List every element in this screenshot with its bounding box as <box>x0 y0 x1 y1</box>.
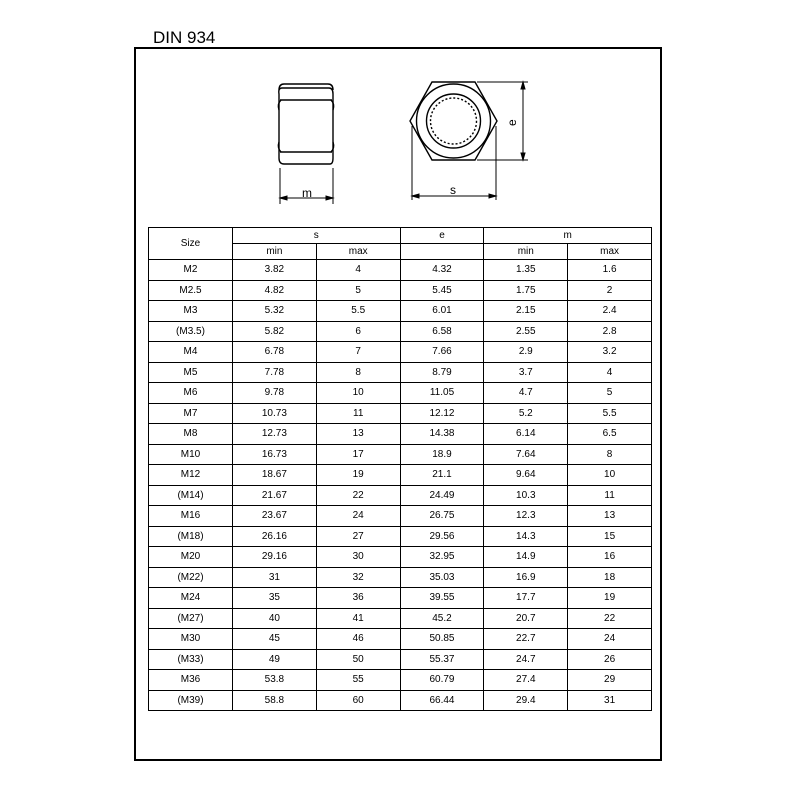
table-row <box>149 526 652 547</box>
document-title: DIN 934 <box>153 28 216 47</box>
cell-s-min: 35 <box>233 588 317 609</box>
cell-size: (M39) <box>149 690 233 711</box>
table-row <box>149 547 652 568</box>
cell-m-max: 5.5 <box>568 403 652 424</box>
cell-e: 11.05 <box>400 383 484 404</box>
cell-e: 8.79 <box>400 362 484 383</box>
cell-size: (M33) <box>149 649 233 670</box>
cell-s-max: 13 <box>316 424 400 445</box>
cell-s-min: 12.73 <box>233 424 317 445</box>
cell-size: M24 <box>149 588 233 609</box>
cell-s-max: 22 <box>316 485 400 506</box>
cell-size: M2.5 <box>149 280 233 301</box>
label-e: e <box>505 119 519 126</box>
table-row <box>149 506 652 527</box>
cell-s-max: 10 <box>316 383 400 404</box>
table-row <box>149 485 652 506</box>
cell-m-max: 2.8 <box>568 321 652 342</box>
header-m: m <box>484 228 652 244</box>
table-row <box>149 321 652 342</box>
header-s: s <box>233 228 401 244</box>
cell-m-max: 24 <box>568 629 652 650</box>
cell-m-min: 12.3 <box>484 506 568 527</box>
cell-size: M12 <box>149 465 233 486</box>
cell-m-min: 2.9 <box>484 342 568 363</box>
header-e: e <box>400 228 484 244</box>
cell-s-min: 9.78 <box>233 383 317 404</box>
cell-size: M8 <box>149 424 233 445</box>
cell-m-max: 4 <box>568 362 652 383</box>
table-row <box>149 342 652 363</box>
dimensions-table <box>148 227 652 711</box>
cell-s-max: 24 <box>316 506 400 527</box>
header-e-blank <box>400 244 484 260</box>
cell-s-min: 49 <box>233 649 317 670</box>
cell-e: 5.45 <box>400 280 484 301</box>
nut-front-view <box>410 82 497 160</box>
cell-m-min: 5.2 <box>484 403 568 424</box>
cell-s-min: 53.8 <box>233 670 317 691</box>
cell-size: M36 <box>149 670 233 691</box>
cell-e: 18.9 <box>400 444 484 465</box>
cell-m-min: 20.7 <box>484 608 568 629</box>
table-row <box>149 588 652 609</box>
table-row <box>149 301 652 322</box>
cell-size: M3 <box>149 301 233 322</box>
cell-s-max: 11 <box>316 403 400 424</box>
cell-m-min: 7.64 <box>484 444 568 465</box>
cell-s-min: 3.82 <box>233 260 317 281</box>
cell-m-min: 16.9 <box>484 567 568 588</box>
header-m-min: min <box>484 244 568 260</box>
table-row <box>149 280 652 301</box>
header-s-min: min <box>233 244 317 260</box>
cell-m-min: 3.7 <box>484 362 568 383</box>
cell-s-max: 17 <box>316 444 400 465</box>
header-s-max: max <box>316 244 400 260</box>
cell-e: 60.79 <box>400 670 484 691</box>
table-row <box>149 465 652 486</box>
cell-m-max: 3.2 <box>568 342 652 363</box>
cell-s-min: 21.67 <box>233 485 317 506</box>
cell-m-min: 22.7 <box>484 629 568 650</box>
cell-e: 4.32 <box>400 260 484 281</box>
cell-e: 29.56 <box>400 526 484 547</box>
cell-m-max: 5 <box>568 383 652 404</box>
cell-m-max: 11 <box>568 485 652 506</box>
table-body <box>149 260 652 711</box>
cell-m-min: 24.7 <box>484 649 568 670</box>
cell-s-min: 7.78 <box>233 362 317 383</box>
cell-s-max: 55 <box>316 670 400 691</box>
cell-m-max: 2.4 <box>568 301 652 322</box>
cell-s-min: 5.82 <box>233 321 317 342</box>
cell-s-max: 27 <box>316 526 400 547</box>
cell-m-max: 8 <box>568 444 652 465</box>
cell-s-min: 4.82 <box>233 280 317 301</box>
cell-s-max: 19 <box>316 465 400 486</box>
header-m-max: max <box>568 244 652 260</box>
cell-s-max: 30 <box>316 547 400 568</box>
cell-s-max: 46 <box>316 629 400 650</box>
hex-nut-drawing <box>0 0 800 230</box>
cell-s-min: 58.8 <box>233 690 317 711</box>
cell-s-max: 41 <box>316 608 400 629</box>
cell-s-max: 7 <box>316 342 400 363</box>
cell-size: M16 <box>149 506 233 527</box>
cell-m-min: 1.75 <box>484 280 568 301</box>
cell-m-min: 9.64 <box>484 465 568 486</box>
cell-size: (M14) <box>149 485 233 506</box>
cell-e: 12.12 <box>400 403 484 424</box>
cell-size: M6 <box>149 383 233 404</box>
cell-s-max: 50 <box>316 649 400 670</box>
label-m: m <box>302 186 312 200</box>
cell-size: M10 <box>149 444 233 465</box>
cell-m-min: 6.14 <box>484 424 568 445</box>
cell-m-min: 14.3 <box>484 526 568 547</box>
cell-size: M5 <box>149 362 233 383</box>
cell-size: (M18) <box>149 526 233 547</box>
cell-m-min: 27.4 <box>484 670 568 691</box>
cell-e: 39.55 <box>400 588 484 609</box>
cell-m-max: 1.6 <box>568 260 652 281</box>
cell-s-min: 16.73 <box>233 444 317 465</box>
cell-m-max: 10 <box>568 465 652 486</box>
cell-m-max: 15 <box>568 526 652 547</box>
table-row <box>149 608 652 629</box>
table-row <box>149 424 652 445</box>
cell-size: (M22) <box>149 567 233 588</box>
cell-s-max: 4 <box>316 260 400 281</box>
cell-s-min: 5.32 <box>233 301 317 322</box>
table-row <box>149 403 652 424</box>
cell-s-min: 23.67 <box>233 506 317 527</box>
cell-s-min: 10.73 <box>233 403 317 424</box>
cell-e: 55.37 <box>400 649 484 670</box>
cell-m-max: 16 <box>568 547 652 568</box>
cell-s-max: 60 <box>316 690 400 711</box>
cell-m-min: 1.35 <box>484 260 568 281</box>
cell-s-min: 45 <box>233 629 317 650</box>
cell-m-max: 13 <box>568 506 652 527</box>
cell-s-min: 40 <box>233 608 317 629</box>
cell-e: 66.44 <box>400 690 484 711</box>
cell-m-min: 2.15 <box>484 301 568 322</box>
cell-m-max: 26 <box>568 649 652 670</box>
cell-e: 26.75 <box>400 506 484 527</box>
header-size: Size <box>149 228 233 260</box>
cell-m-min: 29.4 <box>484 690 568 711</box>
cell-m-min: 17.7 <box>484 588 568 609</box>
cell-s-max: 32 <box>316 567 400 588</box>
dimension-e <box>477 82 528 160</box>
cell-s-min: 29.16 <box>233 547 317 568</box>
cell-m-min: 2.55 <box>484 321 568 342</box>
cell-size: M4 <box>149 342 233 363</box>
cell-size: (M27) <box>149 608 233 629</box>
cell-e: 6.01 <box>400 301 484 322</box>
table-row <box>149 629 652 650</box>
cell-size: M20 <box>149 547 233 568</box>
cell-size: (M3.5) <box>149 321 233 342</box>
cell-s-max: 5.5 <box>316 301 400 322</box>
cell-m-max: 31 <box>568 690 652 711</box>
table-row <box>149 649 652 670</box>
cell-s-min: 6.78 <box>233 342 317 363</box>
cell-m-min: 10.3 <box>484 485 568 506</box>
label-s: s <box>450 183 456 197</box>
table-row <box>149 690 652 711</box>
cell-m-min: 14.9 <box>484 547 568 568</box>
cell-s-min: 26.16 <box>233 526 317 547</box>
cell-s-min: 31 <box>233 567 317 588</box>
cell-m-max: 6.5 <box>568 424 652 445</box>
cell-e: 32.95 <box>400 547 484 568</box>
cell-m-max: 2 <box>568 280 652 301</box>
table-row <box>149 362 652 383</box>
nut-side-view <box>278 84 333 164</box>
table-row <box>149 260 652 281</box>
cell-m-max: 29 <box>568 670 652 691</box>
cell-m-max: 18 <box>568 567 652 588</box>
cell-e: 6.58 <box>400 321 484 342</box>
table-row <box>149 444 652 465</box>
cell-s-max: 6 <box>316 321 400 342</box>
cell-e: 35.03 <box>400 567 484 588</box>
cell-s-max: 8 <box>316 362 400 383</box>
cell-e: 24.49 <box>400 485 484 506</box>
cell-size: M2 <box>149 260 233 281</box>
cell-m-max: 22 <box>568 608 652 629</box>
table-row <box>149 383 652 404</box>
cell-m-max: 19 <box>568 588 652 609</box>
cell-s-min: 18.67 <box>233 465 317 486</box>
cell-e: 21.1 <box>400 465 484 486</box>
table-row <box>149 567 652 588</box>
table-row <box>149 670 652 691</box>
cell-size: M7 <box>149 403 233 424</box>
cell-s-max: 5 <box>316 280 400 301</box>
cell-size: M30 <box>149 629 233 650</box>
cell-m-min: 4.7 <box>484 383 568 404</box>
cell-e: 45.2 <box>400 608 484 629</box>
cell-s-max: 36 <box>316 588 400 609</box>
cell-e: 7.66 <box>400 342 484 363</box>
cell-e: 50.85 <box>400 629 484 650</box>
cell-e: 14.38 <box>400 424 484 445</box>
